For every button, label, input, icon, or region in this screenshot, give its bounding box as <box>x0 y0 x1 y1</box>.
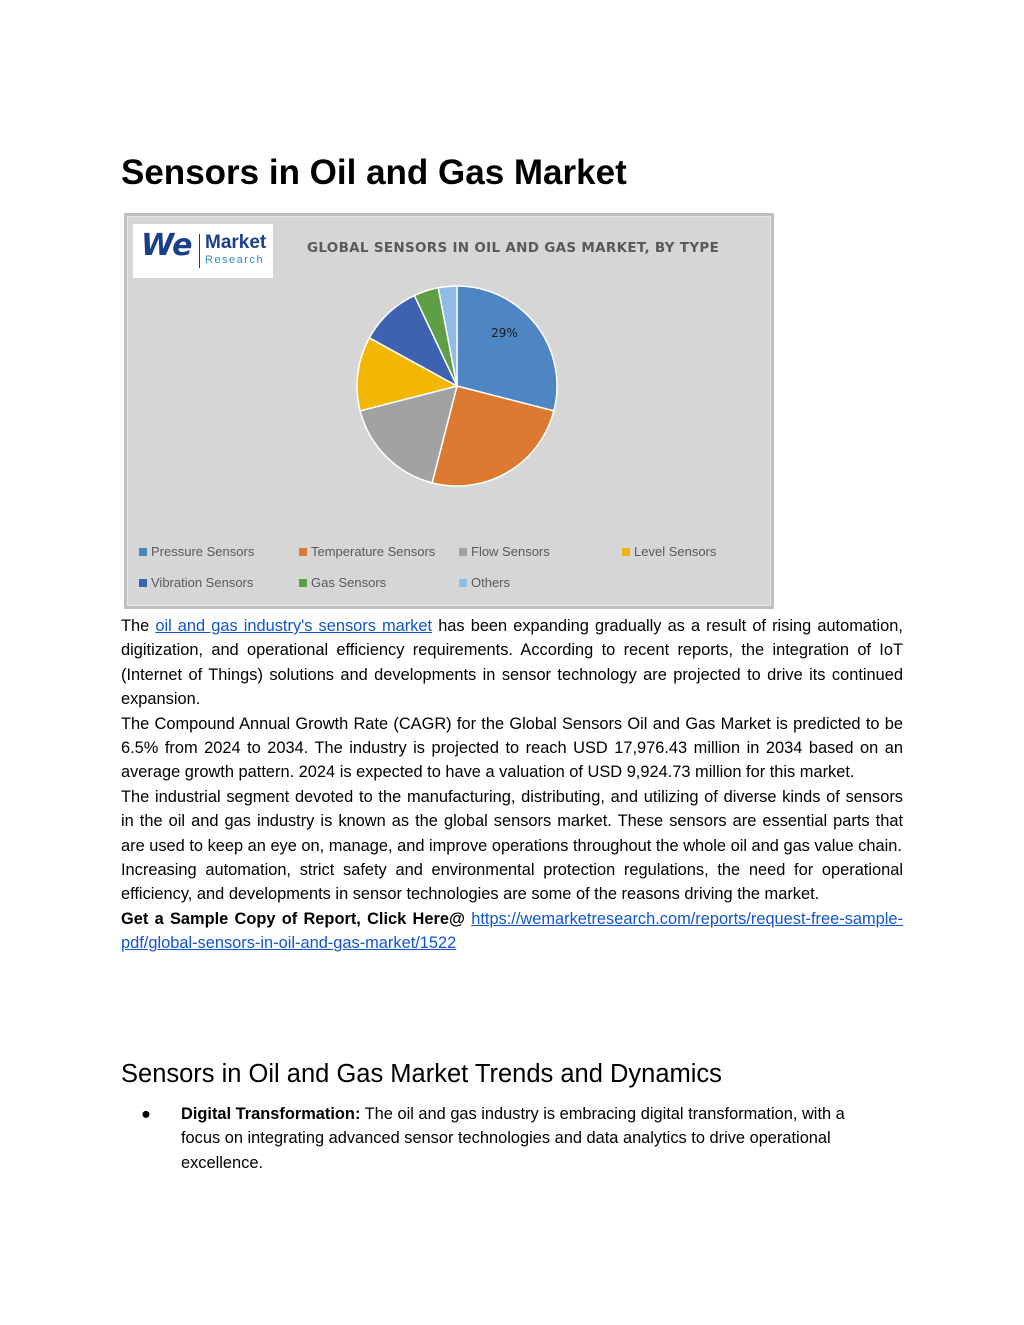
body-text <box>121 614 903 956</box>
legend-swatch <box>139 548 147 556</box>
legend-swatch <box>459 579 467 587</box>
bullet-text: The oil and gas industry is embracing digital transformation, with a focus on integrating advanced sensor technologies and data analytics to drive operational excellence. <box>181 1105 845 1172</box>
intro-text-start: The <box>121 617 156 635</box>
legend-swatch <box>139 579 147 587</box>
logo-line1: Market <box>205 232 267 253</box>
trends-list <box>121 1102 903 1175</box>
legend-item-vibration-sensors <box>139 575 253 590</box>
legend-item-temperature-sensors <box>299 544 435 559</box>
list-item <box>121 1102 881 1175</box>
paragraph-cagr: The Compound Annual Growth Rate (CAGR) for the Global Sensors Oil and Gas Market is predicted to be 6.5% from 2024 to 2034. The industry is projected to reach USD 17,976.43 million in 2034 based on an average growth pattern. 2024 is expected to have a valuation of USD 9,924.73 million for this market. <box>121 714 903 782</box>
legend-label: Temperature Sensors <box>311 544 436 559</box>
legend-label: Vibration Sensors <box>151 575 254 590</box>
legend-swatch <box>299 579 307 587</box>
paragraph-intro <box>121 614 903 712</box>
legend-label: Level Sensors <box>634 544 717 559</box>
paragraph-segment: The industrial segment devoted to the manufacturing, distributing, and utilizing of diverse kinds of sensors in the oil and gas industry is known as the global sensors market. These sensors are essential parts that are used to keep an eye on, manage, and improve operations throughout the whole oil and gas value chain. <box>121 787 903 855</box>
bullet-term: Digital Transformation: <box>181 1105 361 1123</box>
legend-label: Gas Sensors <box>311 575 387 590</box>
chart-title: GLOBAL SENSORS IN OIL AND GAS MARKET, BY TYPE <box>307 240 720 256</box>
legend-item-others <box>459 575 510 590</box>
legend-item-gas-sensors <box>299 575 386 590</box>
logo-mark: We <box>141 228 193 263</box>
legend-label: Others <box>471 575 511 590</box>
legend-swatch <box>299 548 307 556</box>
intro-text-end: has been expanding gradually as a result of rising automation, digitization, and operational efficiency requirements. According to recent reports, the integration of IoT (Internet of Things) solutions and developments in sensor technology are projected to drive its continued expansion. <box>121 617 903 709</box>
section-heading: Sensors in Oil and Gas Market Trends and Dynamics <box>121 1060 722 1088</box>
page-title: Sensors in Oil and Gas Market <box>121 153 627 192</box>
chart-figure <box>124 213 774 609</box>
legend-item-flow-sensors <box>459 544 550 559</box>
paragraph-sample <box>121 907 903 956</box>
legend-swatch <box>459 548 467 556</box>
pie-data-label: 29% <box>491 326 518 341</box>
legend-item-pressure-sensors <box>139 544 254 559</box>
legend-item-level-sensors <box>622 544 716 559</box>
sample-label: Get a Sample Copy of Report, Click Here@ <box>121 909 472 928</box>
sample-report-link[interactable]: https://wemarketresearch.com/reports/request-free-sample-pdf/global-sensors-in-oil-and-gas-market/1522 <box>121 909 903 953</box>
bullet-icon: ● <box>141 1105 151 1123</box>
paragraph-drivers: Increasing automation, strict safety and environmental protection regulations, the need for operational efficiency, and developments in sensor technologies are some of the reasons driving the market. <box>121 861 903 904</box>
legend-swatch <box>622 548 630 556</box>
logo-line2: Research <box>205 254 265 266</box>
legend-label: Flow Sensors <box>471 544 550 559</box>
sensors-market-link[interactable]: oil and gas industry's sensors market <box>155 617 433 635</box>
legend-label: Pressure Sensors <box>151 544 255 559</box>
